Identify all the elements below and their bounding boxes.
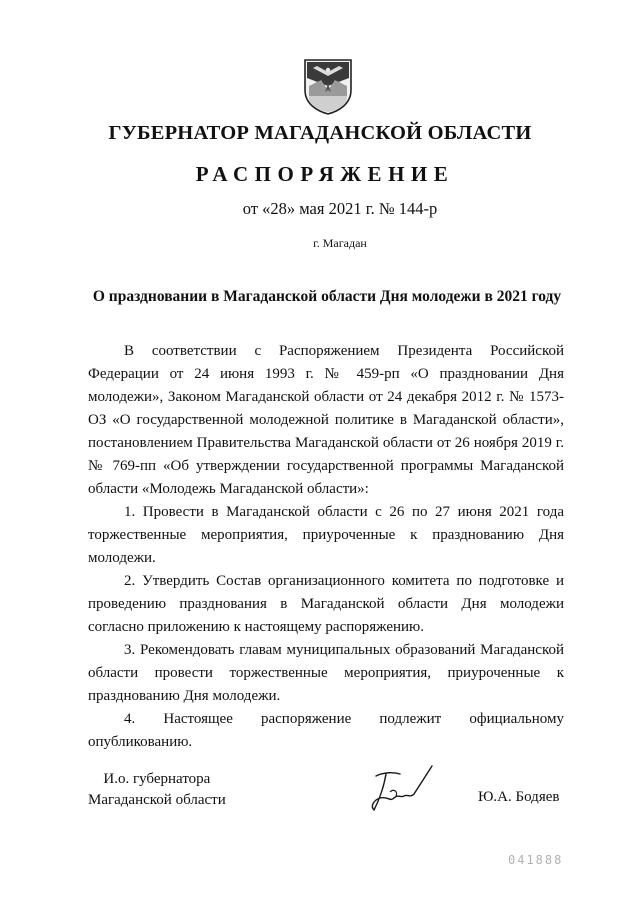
document-place: г. Магадан: [313, 236, 367, 250]
document-body: [88, 340, 564, 754]
issuer-title: ГУБЕРНАТОР МАГАДАНСКОЙ ОБЛАСТИ: [108, 122, 532, 144]
body-item: 3. Рекомендовать главам муниципальных образований Магаданской области провести торжественные мероприятия, приуроченные к празднованию Дня молодежи.: [88, 642, 564, 704]
body-item: 2. Утвердить Состав организационного комитета по подготовке и проведению празднования в Магаданской области Дня молодежи согласно приложению к настоящему распоряжению.: [88, 573, 564, 635]
body-preamble: В соответствии с Распоряжением Президента Российской Федерации от 24 июня 1993 г. № 459-рп «О праздновании Дня молодежи», Законом Магаданской области от 24 декабря 2012 г. № 1573-ОЗ «О государственной молодежной политике в Магаданской области», постановлением Правительства Магаданской области от 26 ноября 2019 г. № 769-пп «Об утверждении государственной программы Магаданской области «Молодежь Магаданской области»:: [88, 343, 564, 497]
body-item: 4. Настоящее распоряжение подлежит официальному опубликованию.: [88, 711, 564, 750]
document-subject: О праздновании в Магаданской области Дня молодежи в 2021 году: [92, 288, 562, 305]
signatory-position-line1: И.о. губернатора: [103, 771, 211, 787]
registration-number: 041888: [508, 853, 564, 867]
signatory-position-line2: Магаданской области: [88, 792, 226, 808]
body-item: 1. Провести в Магаданской области с 26 по 27 июня 2021 года торжественные мероприятия, приуроченные к празднованию Дня молодежи.: [88, 504, 564, 566]
coat-of-arms-icon: [303, 56, 353, 116]
signatory-name: Ю.А. Бодяев: [478, 789, 560, 805]
signatory-position: [88, 769, 226, 811]
document-date-number: от «28» мая 2021 г. № 144-р: [242, 199, 438, 218]
document-type: РАСПОРЯЖЕНИЕ: [195, 162, 455, 186]
handwritten-signature: [360, 758, 440, 818]
